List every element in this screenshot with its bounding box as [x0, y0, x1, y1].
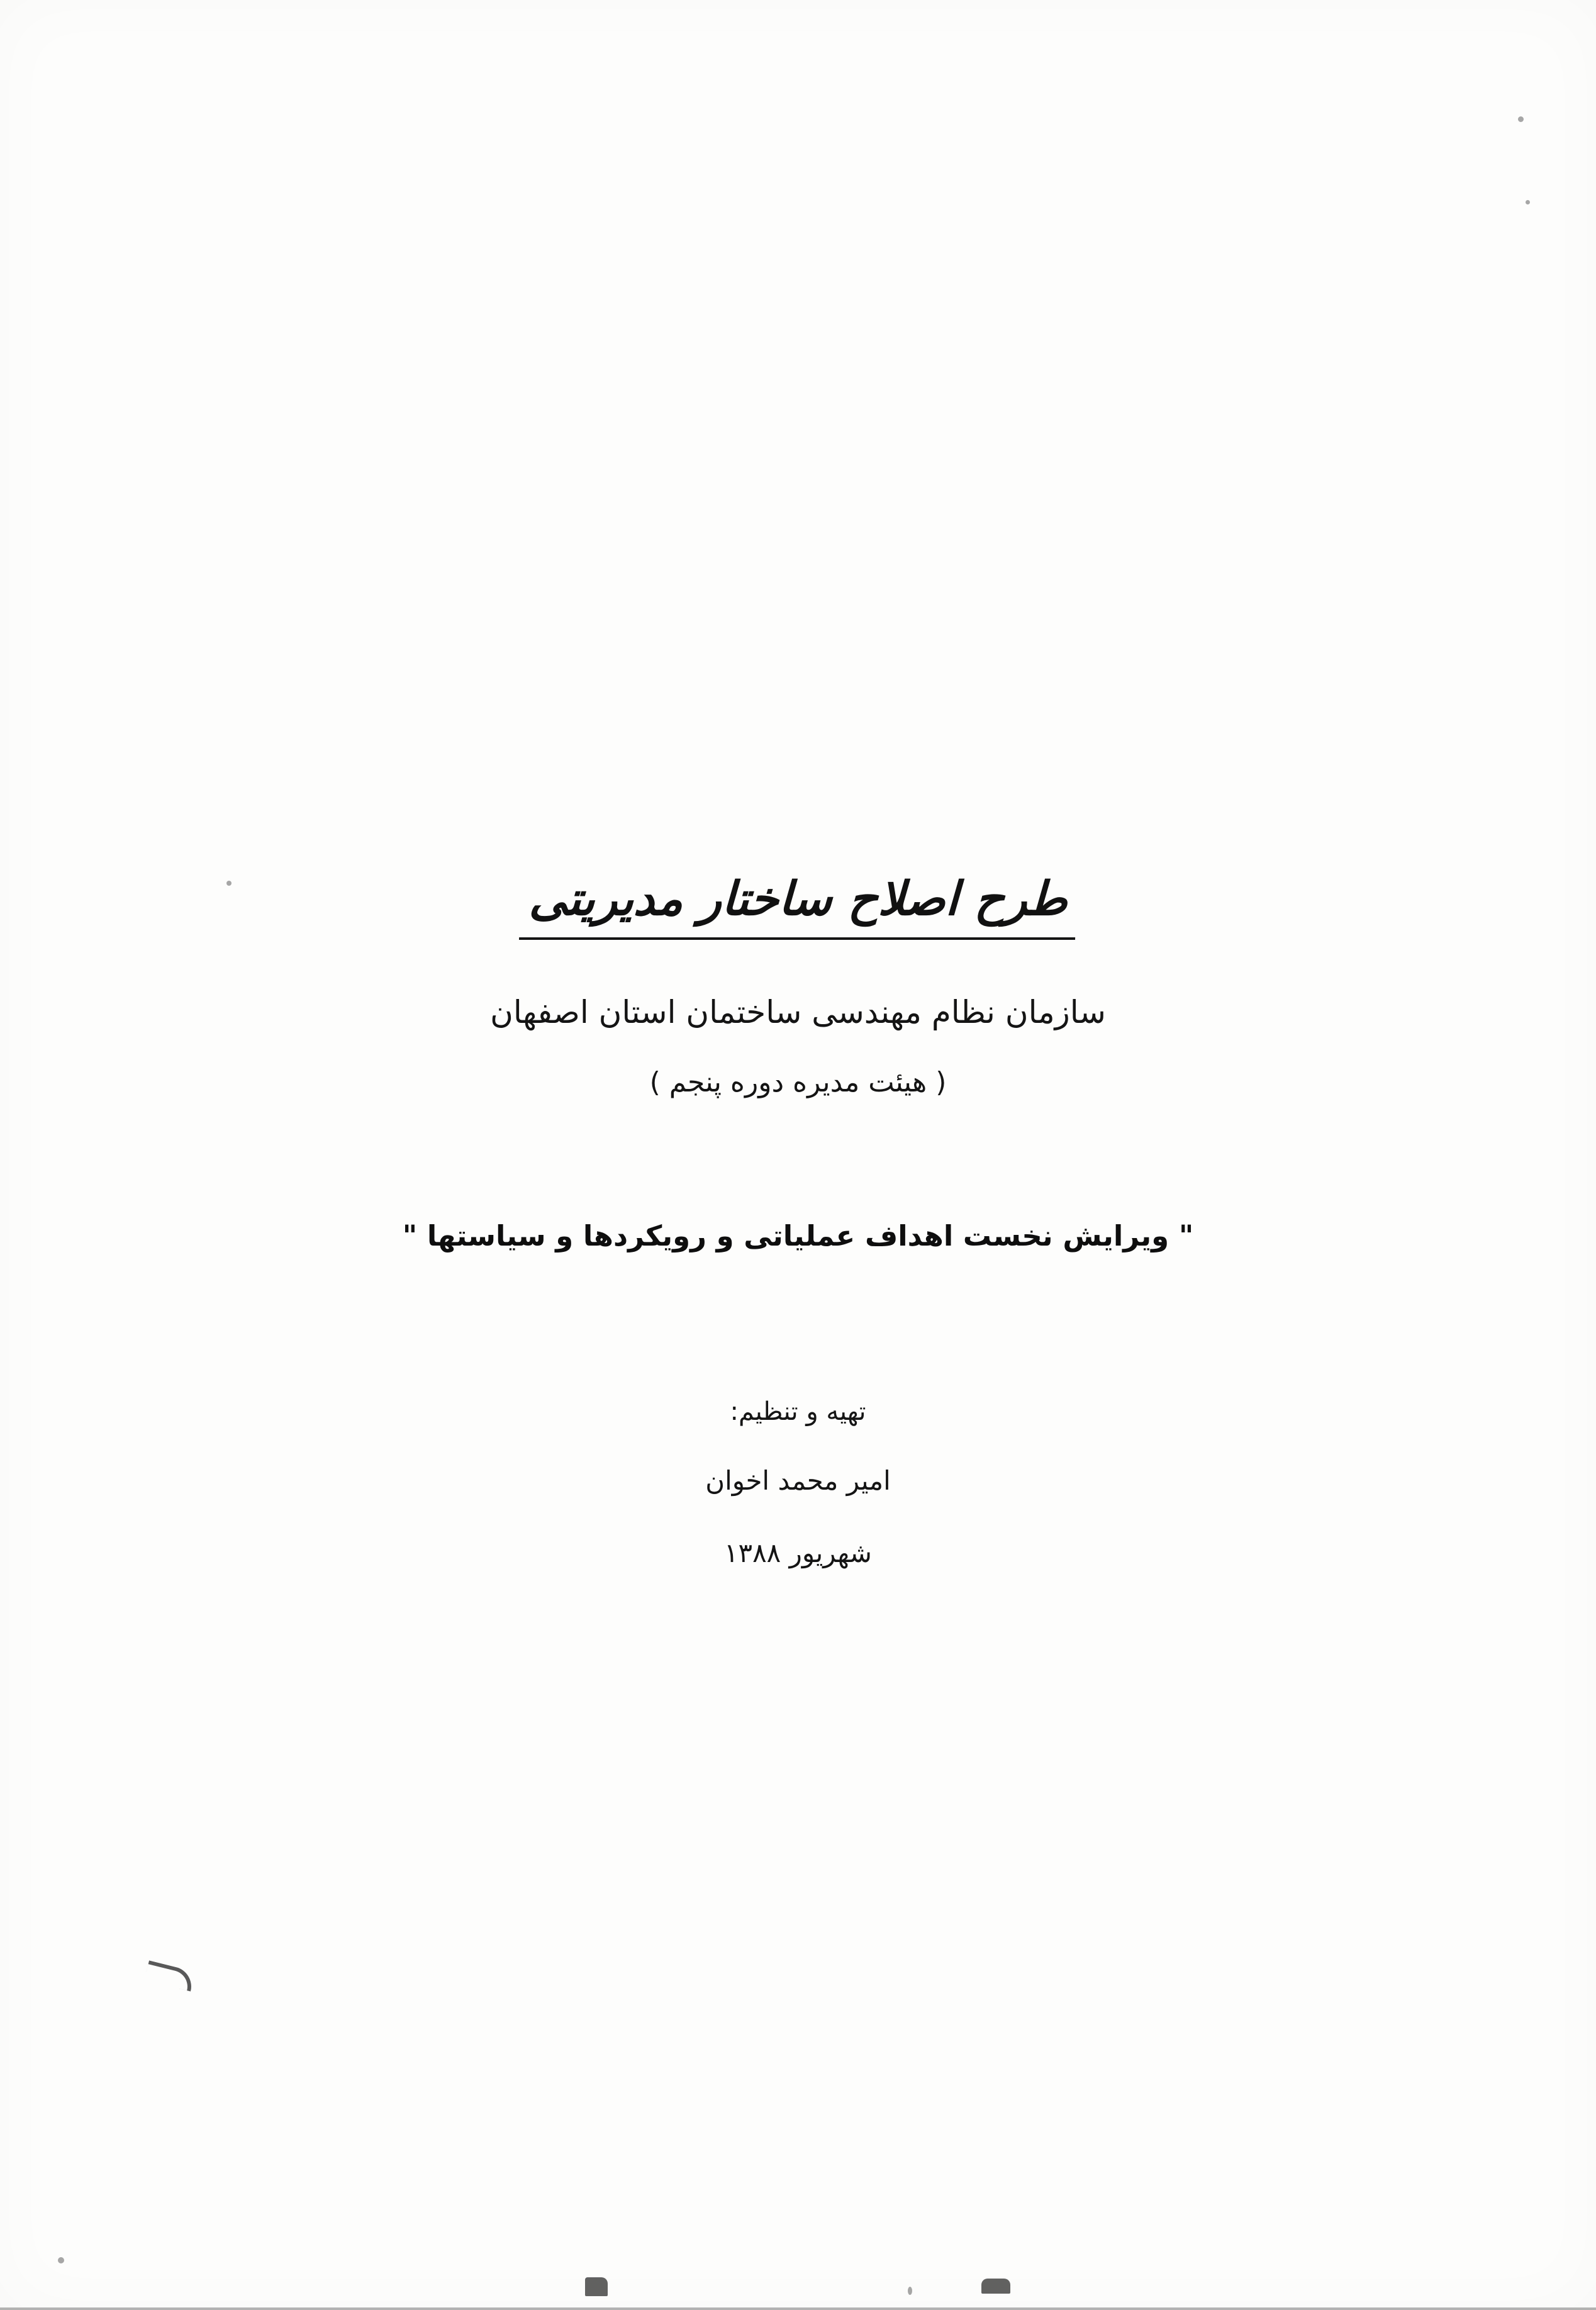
author-name: امیر محمد اخوان [705, 1465, 891, 1496]
scan-edge-smudge [981, 2279, 1010, 2294]
scan-speck [58, 2257, 64, 2263]
scan-speck [1518, 116, 1524, 122]
edition-subtitle: " ویرایش نخست اهداف عملیاتی و رویکردها و سیاستها " [402, 1219, 1194, 1253]
board-term: ( هیئت مدیره دوره پنجم ) [649, 1066, 947, 1098]
title-block [0, 868, 1596, 1568]
prepared-by-label: تهیه و تنظیم: [730, 1397, 866, 1426]
organization-name: سازمان نظام مهندسی ساختمان استان اصفهان [490, 993, 1106, 1030]
publication-date: شهریور ۱۳۸۸ [724, 1537, 872, 1568]
scan-artifact-hook [144, 1960, 195, 1991]
scan-edge-smudge [585, 2277, 608, 2296]
scan-bottom-edge [0, 2307, 1596, 2310]
scan-speck [1526, 200, 1530, 204]
scan-speck [908, 2287, 912, 2295]
page-title: طرح اصلاح ساختار مدیریتی [519, 868, 1078, 940]
